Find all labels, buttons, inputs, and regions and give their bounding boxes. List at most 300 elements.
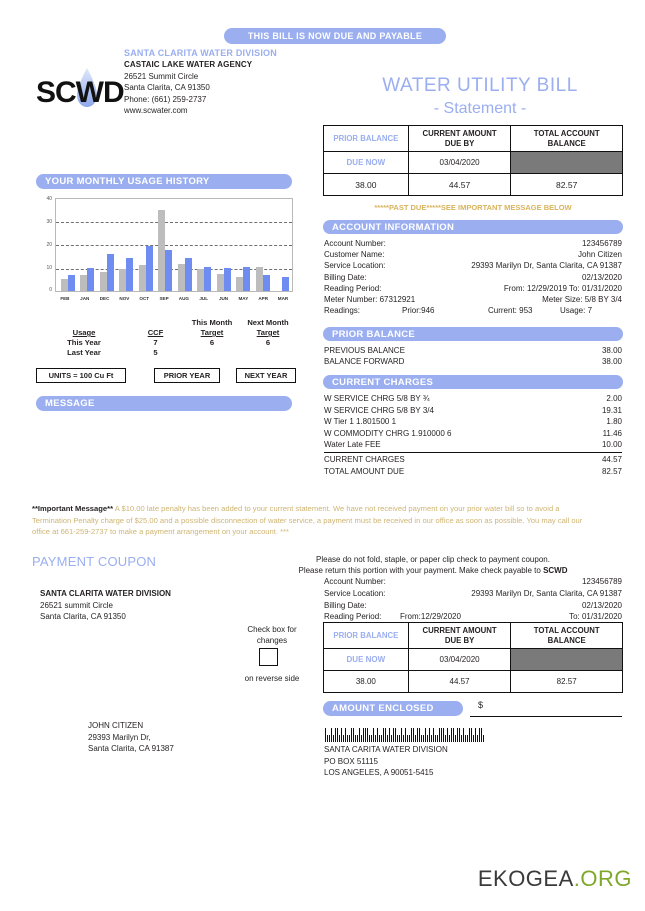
charge-label: W COMMODITY CHRG 1.910000 6 — [324, 428, 452, 438]
table-row — [324, 649, 623, 671]
chart-month-label: APR — [258, 296, 269, 301]
chart-bar — [126, 258, 133, 291]
chart-bar — [158, 210, 165, 291]
total-account-balance-value: 82.57 — [511, 174, 623, 196]
chart-bar — [224, 268, 231, 291]
list-item — [324, 576, 622, 588]
next-month-target-value: 6 — [265, 338, 271, 347]
y-tick: 40 — [46, 196, 52, 202]
header-current-line2: DUE BY — [444, 138, 475, 148]
postal-barcode — [325, 726, 625, 742]
meter-size: Meter Size: 5/8 BY 3/4 — [542, 295, 622, 305]
charge-label: Water Late FEE — [324, 440, 381, 449]
list-item — [324, 600, 622, 612]
due-now-label: DUE NOW — [324, 152, 409, 174]
next-year-button[interactable]: NEXT YEAR — [236, 368, 296, 383]
y-tick: 20 — [46, 242, 52, 248]
coupon-reading-period-label: Reading Period: — [324, 612, 382, 622]
barcode-bar — [415, 735, 416, 742]
barcode-bar — [449, 735, 450, 742]
coupon-payee-short: SCWD — [543, 566, 568, 575]
spacer — [183, 348, 241, 358]
chart-month-label: SEP — [159, 296, 169, 301]
account-number-value: 123456789 — [581, 239, 622, 248]
account-information-banner — [323, 220, 623, 234]
coupon-payee-street: 26521 summit Circle — [40, 600, 113, 610]
spacer — [128, 318, 183, 328]
chart-bar — [165, 250, 172, 291]
prior-balance-banner — [323, 327, 623, 341]
chart-bar-group — [214, 198, 234, 291]
remit-name: SANTA CARITA WATER DIVISION — [324, 745, 448, 754]
amount-enclosed-banner — [323, 701, 463, 716]
coupon-header-total-balance — [511, 623, 623, 649]
past-due-note: *****PAST DUE*****SEE IMPORTANT MESSAGE BELOW — [374, 203, 572, 212]
barcode-bar — [419, 728, 420, 742]
barcode-bar — [469, 728, 470, 742]
barcode-bar — [385, 728, 386, 742]
balance-summary-table — [323, 125, 623, 196]
coupon-header-current-line2: DUE BY — [444, 635, 475, 645]
table-row — [324, 174, 623, 196]
list-item — [324, 428, 622, 440]
barcode-bar — [457, 728, 458, 742]
chart-bar — [185, 258, 192, 291]
list-item — [324, 260, 622, 271]
chart-bar — [146, 246, 153, 291]
chart-bar-group — [195, 198, 215, 291]
chart-bar-group — [78, 198, 98, 291]
coupon-prior-balance-amount: 38.00 — [324, 671, 409, 693]
chart-bar — [282, 277, 289, 291]
list-item — [324, 454, 622, 466]
barcode-bar — [365, 728, 366, 742]
barcode-bar — [431, 735, 432, 742]
chart-month-label: MAR — [277, 296, 289, 301]
header-total-account-balance — [511, 126, 623, 152]
important-message-prefix: **Important Message** — [32, 504, 114, 513]
barcode-bar — [427, 735, 428, 742]
barcode-bar — [439, 728, 440, 742]
barcode-bar — [461, 735, 462, 742]
this-year-label: This Year — [67, 338, 101, 347]
table-row — [40, 338, 295, 348]
charge-label: W SERVICE CHRG 5/8 BY ¾ — [324, 394, 430, 403]
next-month-header-line1: Next Month — [247, 318, 289, 327]
charge-value: 19.31 — [601, 405, 622, 415]
barcode-bar — [475, 728, 476, 742]
barcode-bar — [355, 735, 356, 742]
list-item — [324, 294, 622, 305]
company-city: Santa Clarita, CA 91350 — [124, 83, 210, 92]
due-date-value: 03/04/2020 — [408, 152, 511, 174]
list-item — [324, 345, 622, 356]
coupon-payee-city: Santa Clarita, CA 91350 — [40, 612, 126, 621]
barcode-bar — [481, 728, 482, 742]
header-total-line2: BALANCE — [547, 138, 586, 148]
watermark-name: EKOGEA — [477, 866, 574, 891]
barcode-bar — [341, 728, 342, 742]
chart-month-label: OCT — [139, 296, 150, 301]
charge-label: W Tier 1 1.801500 1 — [324, 417, 397, 426]
coupon-note-line2-text: Please return this portion with your payment. Make check payable to — [298, 566, 544, 575]
usage-header: Usage — [72, 328, 96, 337]
balance-forward-label: BALANCE FORWARD — [324, 357, 405, 367]
list-item — [324, 249, 622, 260]
y-tick: 0 — [49, 287, 52, 293]
current-amount-value: 44.57 — [408, 174, 511, 196]
coupon-balance-table — [323, 622, 623, 693]
barcode-bar — [381, 735, 382, 742]
chart-bar-group — [97, 198, 117, 291]
barcode-bar — [345, 728, 346, 742]
list-item — [324, 283, 622, 294]
coupon-current-amount-value: 44.57 — [408, 671, 511, 693]
barcode-bar — [473, 735, 474, 742]
barcode-bar — [425, 728, 426, 742]
coupon-due-now-label: DUE NOW — [324, 649, 409, 671]
ekogea-watermark — [0, 866, 632, 892]
barcode-bar — [371, 735, 372, 742]
coupon-account-info — [324, 576, 622, 623]
this-month-target-value: 6 — [209, 338, 215, 347]
usage-history-banner — [36, 174, 292, 189]
chart-bar — [107, 254, 114, 291]
barcode-bar — [447, 728, 448, 742]
barcode-bar — [403, 735, 404, 742]
current-charges-title: CURRENT CHARGES — [332, 376, 434, 388]
barcode-bar — [357, 735, 358, 742]
chart-bar-group — [273, 198, 293, 291]
list-item — [324, 466, 622, 478]
chart-bar — [204, 267, 211, 291]
spacer — [241, 348, 295, 358]
coupon-header-total-line2: BALANCE — [547, 635, 586, 645]
due-payable-text: THIS BILL IS NOW DUE AND PAYABLE — [247, 31, 423, 41]
coupon-note-line2 — [238, 565, 628, 576]
barcode-bar — [325, 728, 326, 742]
customer-name-label: Customer Name: — [324, 250, 385, 260]
barcode-bar — [395, 728, 396, 742]
previous-balance-label: PREVIOUS BALANCE — [324, 346, 405, 355]
coupon-total-blank-cell — [511, 649, 623, 671]
chart-bar-group — [234, 198, 254, 291]
barcode-bar — [363, 728, 364, 742]
barcode-bar — [337, 728, 338, 742]
service-location-value: 29393 Marilyn Dr, Santa Clarita, CA 91387 — [471, 261, 622, 271]
barcode-bar — [465, 735, 466, 742]
coupon-reading-to: To: 01/31/2020 — [569, 612, 622, 622]
barcode-bar — [463, 728, 464, 742]
table-row — [324, 623, 623, 649]
amount-enclosed-title: AMOUNT ENCLOSED — [332, 703, 434, 714]
barcode-bar — [479, 728, 480, 742]
chart-month-label: AUG — [178, 296, 189, 301]
coupon-note-line1: Please do not fold, staple, or paper clip check to payment coupon. — [316, 555, 550, 564]
chart-bar — [243, 267, 250, 291]
coupon-billing-date-value: 02/13/2020 — [581, 600, 622, 610]
list-item — [324, 305, 622, 316]
chart-bars — [58, 198, 292, 291]
company-agency: CASTAIC LAKE WATER AGENCY — [124, 60, 253, 69]
barcode-bar — [411, 728, 412, 742]
header-total-line1: TOTAL ACCOUNT — [533, 129, 600, 138]
chart-bar — [87, 268, 94, 291]
coupon-service-location-label: Service Location: — [324, 588, 386, 598]
current-charges-list — [324, 393, 622, 477]
barcode-bar — [359, 728, 360, 742]
bill-title: WATER UTILITY BILL — [382, 75, 578, 96]
chart-plot-area — [55, 198, 293, 292]
barcode-bar — [335, 728, 336, 742]
chart-bar — [139, 265, 146, 291]
charge-value: 1.80 — [606, 417, 622, 426]
barcode-bar — [347, 735, 348, 742]
chart-bar-group — [58, 198, 78, 291]
list-item — [324, 272, 622, 283]
bill-subtitle: - Statement - — [433, 100, 527, 117]
chart-bar — [217, 274, 224, 291]
barcode-bar — [405, 728, 406, 742]
barcode-bar — [421, 735, 422, 742]
barcode-bar — [361, 735, 362, 742]
charge-value: 2.00 — [606, 394, 622, 403]
barcode-bar — [417, 728, 418, 742]
logo-wordmark: SCWD — [36, 76, 124, 109]
customer-address-block — [88, 720, 174, 755]
service-location-label: Service Location: — [324, 261, 386, 271]
totals-divider — [324, 452, 622, 453]
coupon-due-date-value: 03/04/2020 — [408, 649, 511, 671]
due-payable-banner — [224, 28, 446, 44]
table-row — [40, 328, 295, 338]
usage-buttons-row — [36, 368, 296, 383]
current-charges-total-value: 44.57 — [601, 455, 622, 464]
coupon-total-balance-value: 82.57 — [511, 671, 623, 693]
last-year-ccf: 5 — [153, 348, 158, 357]
charge-value: 11.46 — [602, 428, 622, 438]
barcode-bar — [413, 728, 414, 742]
total-balance-blank-cell — [511, 152, 623, 174]
coupon-header-prior-balance: PRIOR BALANCE — [324, 623, 409, 649]
barcode-bar — [373, 728, 374, 742]
list-item — [324, 416, 622, 428]
coupon-account-number-value: 123456789 — [581, 577, 622, 586]
chart-bar — [178, 264, 185, 291]
chart-month-label: JUL — [199, 296, 209, 301]
total-amount-due-label: TOTAL AMOUNT DUE — [324, 466, 405, 476]
barcode-bar — [349, 735, 350, 742]
company-street: 26521 Summit Circle — [124, 71, 199, 81]
barcode-bar — [435, 735, 436, 742]
account-information-title: ACCOUNT INFORMATION — [332, 221, 455, 233]
barcode-bar — [389, 728, 390, 742]
barcode-bar — [477, 735, 478, 742]
table-row — [40, 348, 295, 358]
barcode-bar — [467, 735, 468, 742]
coupon-payee-block — [40, 588, 230, 623]
chart-bar — [61, 279, 68, 291]
header-current-line1: CURRENT AMOUNT — [422, 129, 497, 138]
company-address-block — [124, 48, 324, 115]
usage-history-title: YOUR MONTHLY USAGE HISTORY — [45, 176, 210, 187]
spacer — [40, 318, 128, 328]
barcode-bar — [459, 728, 460, 742]
remit-address-block — [324, 744, 448, 779]
y-tick: 30 — [46, 219, 52, 225]
coupon-header-total-line1: TOTAL ACCOUNT — [533, 626, 600, 635]
barcode-bar — [437, 735, 438, 742]
list-item — [324, 439, 622, 451]
previous-balance-value: 38.00 — [601, 346, 622, 355]
chart-bar-group — [253, 198, 273, 291]
barcode-bar — [407, 735, 408, 742]
chart-x-axis-labels — [55, 296, 293, 301]
barcode-bar — [327, 735, 328, 742]
header-current-amount-due-by — [408, 126, 511, 152]
barcode-bar — [343, 735, 344, 742]
barcode-bar — [451, 728, 452, 742]
barcode-bar — [375, 735, 376, 742]
barcode-bar — [423, 735, 424, 742]
prior-year-button[interactable]: PRIOR YEAR — [154, 368, 220, 383]
last-year-label: Last Year — [67, 348, 101, 357]
list-item — [324, 356, 622, 367]
chart-bar — [197, 269, 204, 291]
barcode-bar — [369, 735, 370, 742]
coupon-service-location-value: 29393 Marilyn Dr, Santa Clarita, CA 91387 — [471, 588, 622, 598]
header-prior-balance: PRIOR BALANCE — [324, 126, 409, 152]
reading-period-value: From: 12/29/2019 To: 01/31/2020 — [503, 283, 622, 293]
barcode-bar — [441, 728, 442, 742]
prior-balance-amount: 38.00 — [324, 174, 409, 196]
prior-balance-list — [324, 345, 622, 367]
coupon-reading-from: From:12/29/2020 — [400, 612, 461, 622]
barcode-bar — [409, 735, 410, 742]
reading-period-label: Reading Period: — [324, 283, 382, 293]
units-label: UNITS = 100 Cu Ft — [36, 368, 126, 383]
barcode-bar — [445, 735, 446, 742]
table-row — [324, 671, 623, 693]
barcode-bar — [329, 735, 330, 742]
chart-month-label: JAN — [80, 296, 90, 301]
billing-date-label: Billing Date: — [324, 272, 367, 282]
barcode-bar — [393, 728, 394, 742]
this-month-header-line1: This Month — [191, 318, 233, 327]
reading-prior: Prior:946 — [402, 306, 435, 316]
customer-street: 29393 Marilyn Dr, — [88, 732, 151, 742]
chart-bar — [119, 269, 126, 291]
chart-bar — [263, 275, 270, 291]
prior-balance-title: PRIOR BALANCE — [332, 328, 416, 340]
coupon-header-current-line1: CURRENT AMOUNT — [422, 626, 497, 635]
chart-bar — [236, 277, 243, 291]
watermark-tld: .ORG — [573, 866, 632, 891]
barcode-bar — [331, 728, 332, 742]
barcode-bar — [401, 728, 402, 742]
chart-month-label: NOV — [119, 296, 130, 301]
chart-bar — [80, 275, 87, 291]
amount-enclosed-input[interactable] — [470, 716, 622, 717]
chart-bar-group — [156, 198, 176, 291]
coupon-header-current-amount — [408, 623, 511, 649]
chart-bar — [68, 275, 75, 291]
barcode-bar — [353, 728, 354, 742]
charge-label: W SERVICE CHRG 5/8 BY 3/4 — [324, 405, 434, 415]
important-message-body: A $10.00 late penalty has been added to your current statement. We have not received payment on your prior water bill so to avoid a Termination Penalty charge of $25.00 and a possible disconnection of water service, a payment must be received in our office as soon as possible. You may call our office at 661-259-2737 to make a payment arrangement on your account. *** — [32, 504, 583, 536]
barcode-bar — [387, 735, 388, 742]
chart-month-label: FEB — [60, 296, 70, 301]
barcode-bar — [399, 735, 400, 742]
chart-bar — [100, 272, 107, 291]
chart-month-label: JUN — [218, 296, 229, 301]
remit-po-box: PO BOX 51115 — [324, 756, 378, 766]
important-message — [32, 503, 598, 538]
balance-forward-value: 38.00 — [601, 357, 622, 367]
table-row — [324, 126, 623, 152]
company-website[interactable]: www.scwater.com — [124, 106, 188, 115]
message-banner — [36, 396, 292, 411]
barcode-bar — [383, 728, 384, 742]
coupon-account-number-label: Account Number: — [324, 577, 386, 586]
remit-city: LOS ANGELES, A 90051-5415 — [324, 768, 434, 777]
barcode-bar — [429, 728, 430, 742]
charge-value: 10.00 — [601, 440, 622, 449]
barcode-bar — [483, 735, 484, 742]
chart-bar-group — [117, 198, 137, 291]
list-item — [324, 393, 622, 405]
chart-month-label: DEC — [99, 296, 110, 301]
company-name: SANTA CLARITA WATER DIVISION — [124, 48, 277, 58]
dollar-sign: $ — [478, 700, 484, 710]
next-month-header-line2: Target — [256, 328, 280, 337]
coupon-billing-date-label: Billing Date: — [324, 600, 367, 610]
current-charges-total-label: CURRENT CHARGES — [324, 455, 405, 464]
barcode-bar — [379, 735, 380, 742]
list-item — [324, 588, 622, 600]
customer-name: JOHN CITIZEN — [88, 721, 144, 730]
barcode-bar — [377, 728, 378, 742]
barcode-bar — [433, 728, 434, 742]
checkbox-label-line1: Check box for — [247, 625, 297, 634]
table-row — [40, 318, 295, 328]
barcode-bar — [397, 735, 398, 742]
list-item — [324, 405, 622, 417]
readings-label: Readings: — [324, 306, 361, 316]
table-row — [324, 152, 623, 174]
barcode-bar — [351, 728, 352, 742]
y-tick: 10 — [46, 265, 52, 271]
payment-coupon-title: PAYMENT COUPON — [32, 554, 157, 569]
scwd-logo — [30, 62, 135, 122]
payment-coupon-instructions — [238, 554, 628, 576]
changes-checkbox[interactable] — [259, 648, 278, 666]
usage-history-chart — [55, 198, 293, 292]
total-amount-due-value: 82.57 — [601, 466, 622, 476]
this-year-ccf: 7 — [153, 338, 158, 347]
barcode-bar — [367, 728, 368, 742]
barcode-bar — [443, 728, 444, 742]
customer-name-value: John Citizen — [577, 250, 622, 260]
ccf-header: CCF — [147, 328, 164, 337]
customer-city: Santa Clarita, CA 91387 — [88, 744, 174, 753]
chart-bar-group — [136, 198, 156, 291]
barcode-bar — [453, 728, 454, 742]
chart-bar — [256, 267, 263, 291]
chart-y-axis — [36, 196, 54, 294]
chart-bar-group — [175, 198, 195, 291]
barcode-bar — [471, 728, 472, 742]
